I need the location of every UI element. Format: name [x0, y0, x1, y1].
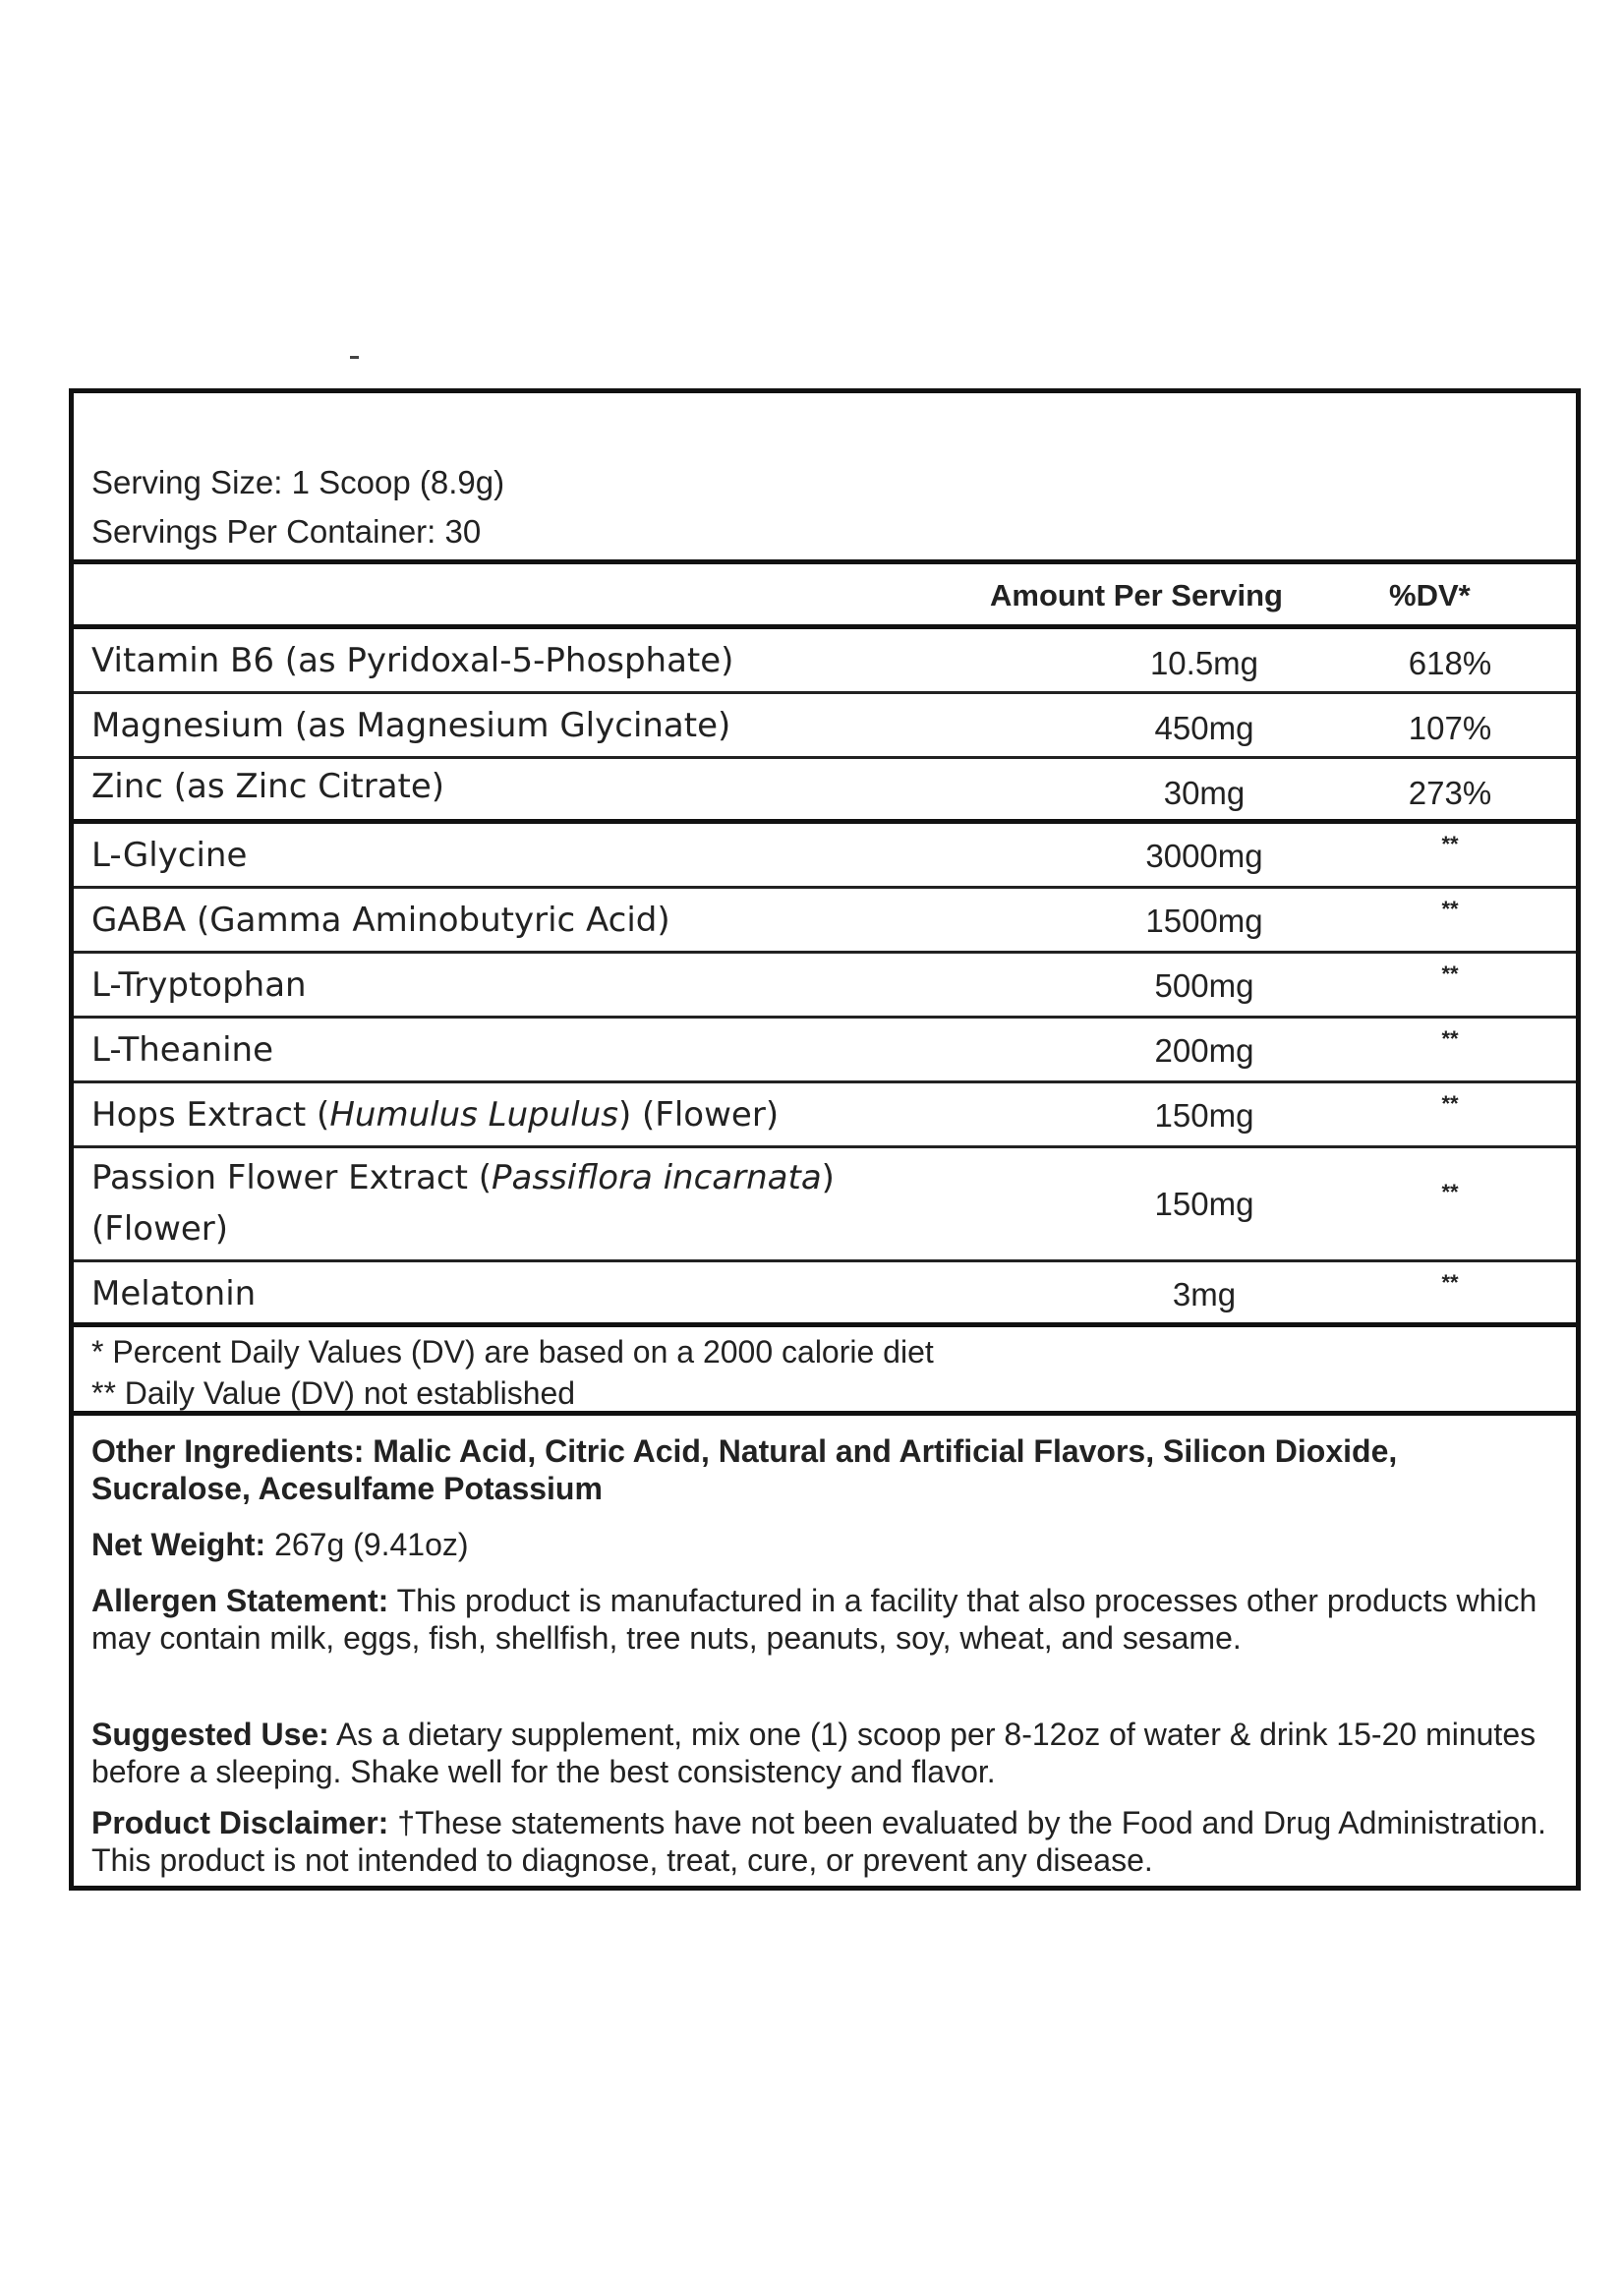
ingredient-dv: **: [1441, 1270, 1459, 1295]
dv-not-established-footnote: ** Daily Value (DV) not established: [91, 1375, 576, 1411]
daily-value-header: %DV*: [1389, 578, 1471, 612]
disclaimer-label: Product Disclaimer:: [91, 1805, 389, 1840]
table-row: [74, 759, 1576, 824]
ingredient-amount: 500mg: [1154, 967, 1254, 1004]
ingredient-dv: 273%: [1408, 775, 1492, 811]
ingredient-dv: **: [1441, 1091, 1459, 1116]
ingredient-amount: 3000mg: [1145, 838, 1263, 874]
name-part: Hops Extract (: [91, 1095, 330, 1135]
name-part: ): [821, 1158, 835, 1197]
table-row: [74, 629, 1576, 694]
net-weight-label: Net Weight:: [91, 1527, 266, 1562]
footnotes: [74, 1322, 1576, 1416]
ingredient-amount: 3mg: [1172, 1276, 1237, 1312]
table-row: [74, 694, 1576, 759]
net-weight-value: 267g (9.41oz): [274, 1527, 469, 1562]
ingredient-dv: **: [1441, 897, 1459, 921]
name-part: ) (Flower): [617, 1095, 780, 1135]
product-disclaimer: [91, 1804, 1561, 1879]
other-ingredients-label: Other Ingredients:: [91, 1433, 365, 1469]
ingredient-amount: 10.5mg: [1149, 645, 1259, 681]
ingredient-name: GABA (Gamma Aminobutyric Acid): [91, 901, 670, 940]
table-row: [74, 824, 1576, 889]
suggested-use: [91, 1716, 1561, 1790]
stray-mark: [350, 356, 359, 359]
supplement-facts-panel: [69, 388, 1581, 1891]
ingredient-name: L-Tryptophan: [91, 965, 307, 1005]
other-ingredients-text: Malic Acid, Citric Acid, Natural and Artificial Flavors, Silicon Dioxide, Sucralose, Acesulfame Potassium: [91, 1433, 1398, 1506]
suggested-use-text: As a dietary supplement, mix one (1) scoop per 8-12oz of water & drink 15-20 minutes before a sleeping. Shake well for the best consistency and flavor.: [91, 1717, 1537, 1789]
table-row: [74, 889, 1576, 954]
ingredient-name: [91, 1152, 835, 1254]
ingredient-name: Melatonin: [91, 1274, 257, 1313]
name-part: (Flower): [91, 1209, 229, 1249]
serving-info: [74, 393, 1576, 564]
allergen-statement: [91, 1582, 1561, 1657]
ingredient-dv: 107%: [1408, 710, 1492, 746]
ingredient-amount: 150mg: [1154, 1097, 1254, 1134]
ingredient-amount: 200mg: [1154, 1032, 1254, 1069]
table-row: [74, 1083, 1576, 1148]
table-row: [74, 1019, 1576, 1083]
ingredient-dv: **: [1441, 832, 1459, 856]
disclaimer-text: †These statements have not been evaluated by the Food and Drug Administration. This product is not intended to diagnose, treat, cure, or prevent any disease.: [91, 1805, 1546, 1878]
ingredient-dv: **: [1441, 1026, 1459, 1051]
net-weight: [91, 1526, 1561, 1563]
table-row: [74, 1148, 1576, 1262]
latin-name: Passiflora incarnata: [492, 1158, 822, 1197]
ingredient-amount: 1500mg: [1145, 903, 1263, 939]
ingredient-name: Vitamin B6 (as Pyridoxal-5-Phosphate): [91, 641, 734, 680]
other-ingredients: [91, 1432, 1561, 1507]
table-row: [74, 954, 1576, 1019]
ingredient-name: Magnesium (as Magnesium Glycinate): [91, 706, 731, 745]
allergen-text: This product is manufactured in a facility that also processes other products which may contain milk, eggs, fish, shellfish, tree nuts, peanuts, soy, wheat, and sesame.: [91, 1583, 1537, 1656]
ingredient-name: Zinc (as Zinc Citrate): [91, 767, 445, 806]
allergen-label: Allergen Statement:: [91, 1583, 389, 1618]
ingredient-amount: 450mg: [1154, 710, 1254, 746]
ingredient-dv: **: [1441, 1180, 1459, 1204]
ingredient-dv: **: [1441, 962, 1459, 986]
amount-per-serving-header: Amount Per Serving: [990, 578, 1283, 612]
column-header-row: [74, 564, 1576, 629]
servings-per-container: Servings Per Container: 30: [91, 513, 482, 550]
ingredient-name: L-Glycine: [91, 836, 248, 875]
suggested-use-label: Suggested Use:: [91, 1717, 329, 1752]
name-part: Passion Flower Extract (: [91, 1158, 493, 1197]
ingredient-dv: 618%: [1408, 645, 1492, 681]
table-row: [74, 1262, 1576, 1327]
ingredient-amount: 150mg: [1154, 1186, 1254, 1222]
dv-footnote: * Percent Daily Values (DV) are based on a 2000 calorie diet: [91, 1334, 934, 1370]
ingredient-name: [91, 1089, 779, 1140]
ingredient-name: L-Theanine: [91, 1030, 274, 1070]
ingredient-amount: 30mg: [1163, 775, 1246, 811]
latin-name: Humulus Lupulus: [329, 1095, 618, 1135]
serving-size: Serving Size: 1 Scoop (8.9g): [91, 464, 505, 500]
